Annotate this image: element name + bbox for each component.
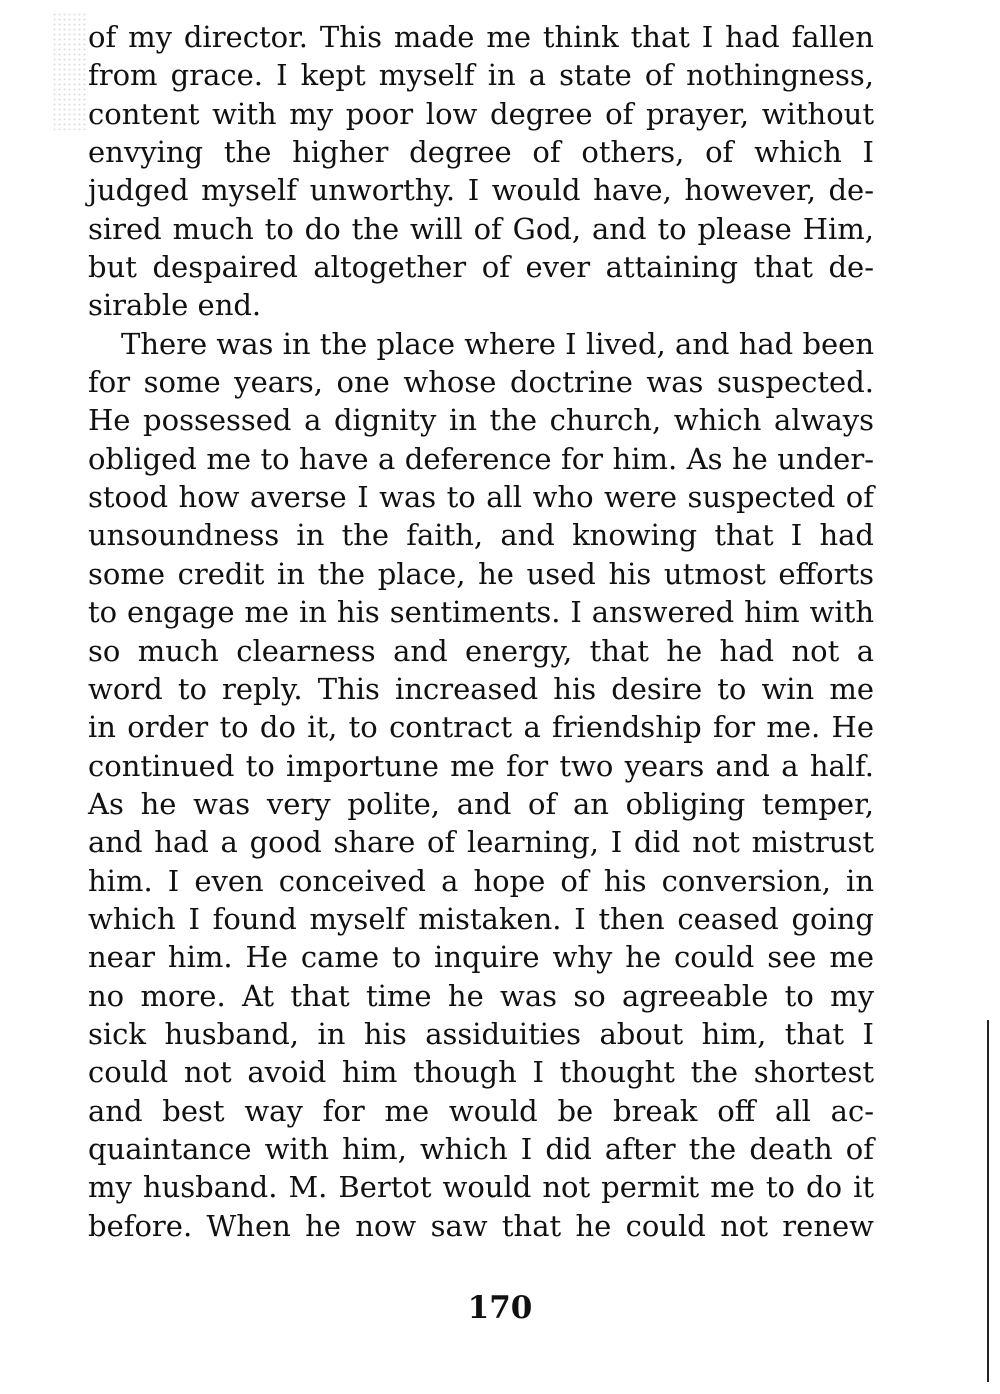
text-line: obliged me to have a deference for him. As he under- (88, 441, 874, 476)
text-line: sired much to do the will of God, and to please Him, (88, 211, 874, 246)
text-line: and had a good share of learning, I did not mistrust (88, 825, 874, 860)
text-line: of my director. This made me think that I had fallen (88, 20, 874, 54)
text-line: He possessed a dignity in the church, which always (88, 403, 874, 438)
page-number: 170 (467, 1290, 533, 1326)
text-line: him. I even conceived a hope of his conversion, in (88, 863, 874, 898)
paragraph-start-line: There was in the place where I lived, and had been (121, 326, 875, 361)
text-line: sick husband, in his assiduities about him, that I (88, 1016, 874, 1051)
body-text (88, 18, 874, 1245)
text-line: from grace. I kept myself in a state of nothingness, (88, 58, 874, 93)
scan-speckle-mark (52, 12, 88, 130)
text-line: before. When he now saw that he could not renew (88, 1208, 874, 1243)
text-line: which I found myself mistaken. I then ceased going (88, 901, 874, 936)
text-line: to engage me in his sentiments. I answered him with (88, 595, 874, 630)
text-line: envying the higher degree of others, of which I (88, 135, 874, 170)
text-line: judged myself unworthy. I would have, however, de- (88, 173, 874, 208)
text-line: could not avoid him though I thought the shortest (88, 1055, 874, 1090)
text-line: As he was very polite, and of an obliging temper, (88, 786, 874, 821)
text-line: no more. At that time he was so agreeable to my (88, 978, 874, 1013)
text-line: some credit in the place, he used his utmost efforts (88, 556, 874, 591)
text-line: word to reply. This increased his desire to win me (88, 671, 874, 706)
text-line: unsoundness in the faith, and knowing that I had (88, 518, 874, 553)
text-line: quaintance with him, which I did after the death of (88, 1131, 874, 1166)
text-line: for some years, one whose doctrine was suspected. (88, 365, 874, 400)
text-line: near him. He came to inquire why he could see me (88, 940, 874, 975)
text-line: content with my poor low degree of prayer, without (88, 96, 874, 131)
text-line: stood how averse I was to all who were suspected of (88, 480, 874, 515)
text-line: so much clearness and energy, that he had not a (88, 633, 874, 668)
text-line: continued to importune me for two years and a half. (88, 748, 874, 783)
binding-edge-line (987, 1020, 989, 1382)
text-line: but despaired altogether of ever attaining that de- (88, 250, 874, 285)
text-line: and best way for me would be break off all ac- (88, 1093, 874, 1128)
text-line: in order to do it, to contract a friendship for me. He (88, 710, 874, 745)
text-line: sirable end. (88, 288, 262, 323)
text-line: my husband. M. Bertot would not permit me to do it (88, 1170, 874, 1205)
